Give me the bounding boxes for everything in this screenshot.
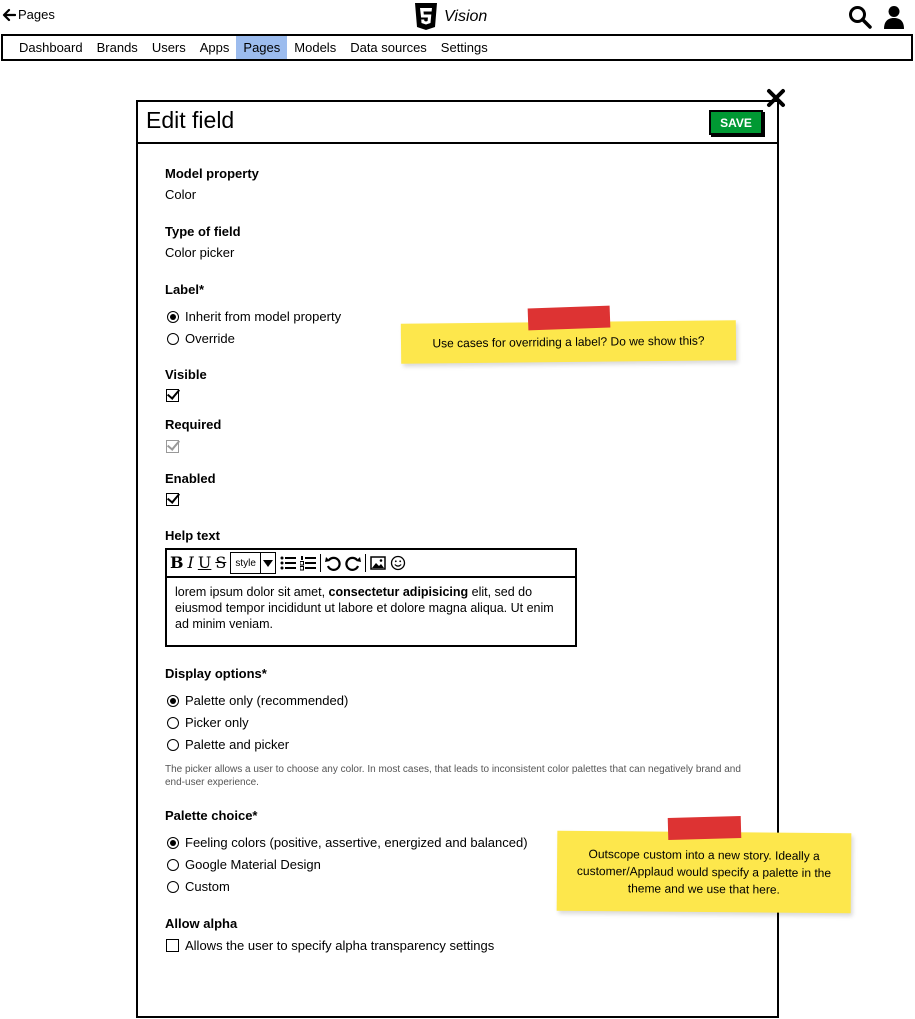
allow-alpha-text: Allows the user to specify alpha transparency settings <box>185 938 495 953</box>
help-text-bold-segment: consectetur adipisicing <box>328 585 469 599</box>
display-option-text: Palette only (recommended) <box>185 693 349 708</box>
redo-icon[interactable] <box>345 555 361 571</box>
help-text-segment: elit, sed do eiusmod tempor incididunt ut labore et dolore magna aliqua. Ut enim ad minim veniam. <box>175 585 554 631</box>
app-logo <box>414 3 487 30</box>
save-button[interactable]: SAVE <box>709 110 763 135</box>
radio-button[interactable] <box>167 837 179 849</box>
emoji-icon[interactable] <box>390 555 406 571</box>
bold-button[interactable]: B <box>170 553 184 572</box>
back-link-label: Pages <box>18 7 55 22</box>
required-label: Required <box>165 417 222 432</box>
label-option-inherit[interactable] <box>167 309 341 324</box>
user-icon <box>882 5 906 29</box>
search-icon <box>848 5 872 29</box>
palette-option-custom[interactable] <box>167 879 230 894</box>
user-menu-button[interactable] <box>882 5 906 29</box>
help-text-editor <box>165 548 577 647</box>
label-option-inherit-text: Inherit from model property <box>185 309 342 324</box>
nav-item-users[interactable]: Users <box>151 40 186 55</box>
required-checkbox <box>166 440 179 453</box>
enabled-checkbox[interactable] <box>166 493 179 506</box>
help-text-label: Help text <box>165 528 220 543</box>
radio-button[interactable] <box>167 333 179 345</box>
underline-button[interactable]: U <box>197 553 212 572</box>
sticky-note-tape <box>668 816 742 840</box>
type-of-field-value: Color picker <box>165 245 235 260</box>
display-option-palette-only[interactable] <box>167 693 348 708</box>
sticky-note-text: Outscope custom into a new story. Ideally a customer/Applaud would specify a palette in the theme and we use that here. <box>576 846 832 897</box>
allow-alpha-checkbox[interactable] <box>166 939 179 952</box>
numbered-list-icon[interactable] <box>300 555 316 571</box>
label-field-label: Label* <box>165 282 205 297</box>
display-option-picker-only[interactable] <box>167 715 249 730</box>
display-options-hint: The picker allows a user to choose any color. In most cases, that leads to inconsistent color palettes that can negatively brand and end-user experience. <box>165 764 741 788</box>
sticky-note <box>557 831 852 914</box>
nav-item-brands[interactable]: Brands <box>96 40 138 55</box>
display-option-text: Palette and picker <box>185 737 290 752</box>
label-option-override-text: Override <box>185 331 235 346</box>
html5-logo-icon <box>414 3 438 30</box>
palette-choice-label: Palette choice* <box>165 808 258 823</box>
style-dropdown-value: style <box>235 557 256 569</box>
help-text-body[interactable] <box>167 578 575 638</box>
image-icon[interactable] <box>370 555 386 571</box>
toolbar-divider <box>365 554 366 572</box>
palette-option-material-design[interactable] <box>167 857 321 872</box>
radio-button[interactable] <box>167 695 179 707</box>
radio-button[interactable] <box>167 311 179 323</box>
italic-button[interactable]: I <box>187 553 194 572</box>
radio-button[interactable] <box>167 717 179 729</box>
model-property-label: Model property <box>165 166 259 181</box>
display-option-palette-and-picker[interactable] <box>167 737 289 752</box>
chevron-down-icon <box>260 553 275 573</box>
nav-item-pages[interactable]: Pages <box>236 36 287 59</box>
visible-label: Visible <box>165 367 207 382</box>
allow-alpha-option[interactable] <box>166 938 494 953</box>
palette-option-text: Feeling colors (positive, assertive, energized and balanced) <box>185 835 528 850</box>
bulleted-list-icon[interactable] <box>280 555 296 571</box>
strikethrough-button[interactable]: S <box>215 553 227 572</box>
search-button[interactable] <box>848 5 872 29</box>
visible-checkbox[interactable] <box>166 389 179 402</box>
back-link[interactable] <box>2 7 55 22</box>
arrow-left-icon <box>2 8 16 22</box>
dialog-title: Edit field <box>146 107 235 133</box>
app-brand-name: Vision <box>444 7 488 25</box>
undo-icon[interactable] <box>325 555 341 571</box>
type-of-field-label: Type of field <box>165 224 241 239</box>
palette-option-feeling-colors[interactable] <box>167 835 528 850</box>
display-options-label: Display options* <box>165 666 267 681</box>
model-property-value: Color <box>165 187 197 202</box>
dialog-header <box>138 102 777 144</box>
label-option-override[interactable] <box>167 331 235 346</box>
sticky-note-text: Use cases for overriding a label? Do we show this? <box>432 333 705 351</box>
palette-option-text: Google Material Design <box>185 857 321 872</box>
radio-button[interactable] <box>167 881 179 893</box>
nav-item-data-sources[interactable]: Data sources <box>350 40 427 55</box>
palette-option-text: Custom <box>185 879 230 894</box>
toolbar-divider <box>320 554 321 572</box>
nav-item-models[interactable]: Models <box>294 40 337 55</box>
nav-item-settings[interactable]: Settings <box>440 40 488 55</box>
help-text-segment: lorem ipsum dolor sit amet, <box>175 585 329 599</box>
sticky-note-tape <box>528 306 611 331</box>
top-bar <box>0 0 915 34</box>
display-option-text: Picker only <box>185 715 249 730</box>
nav-item-dashboard[interactable]: Dashboard <box>19 40 83 55</box>
style-dropdown[interactable] <box>230 552 276 574</box>
nav-item-apps[interactable]: Apps <box>199 40 230 55</box>
main-nav <box>1 34 913 61</box>
radio-button[interactable] <box>167 739 179 751</box>
close-icon <box>766 88 786 108</box>
enabled-label: Enabled <box>165 471 216 486</box>
editor-toolbar <box>167 550 575 578</box>
radio-button[interactable] <box>167 859 179 871</box>
allow-alpha-label: Allow alpha <box>165 916 238 931</box>
close-dialog-button[interactable] <box>766 88 786 108</box>
